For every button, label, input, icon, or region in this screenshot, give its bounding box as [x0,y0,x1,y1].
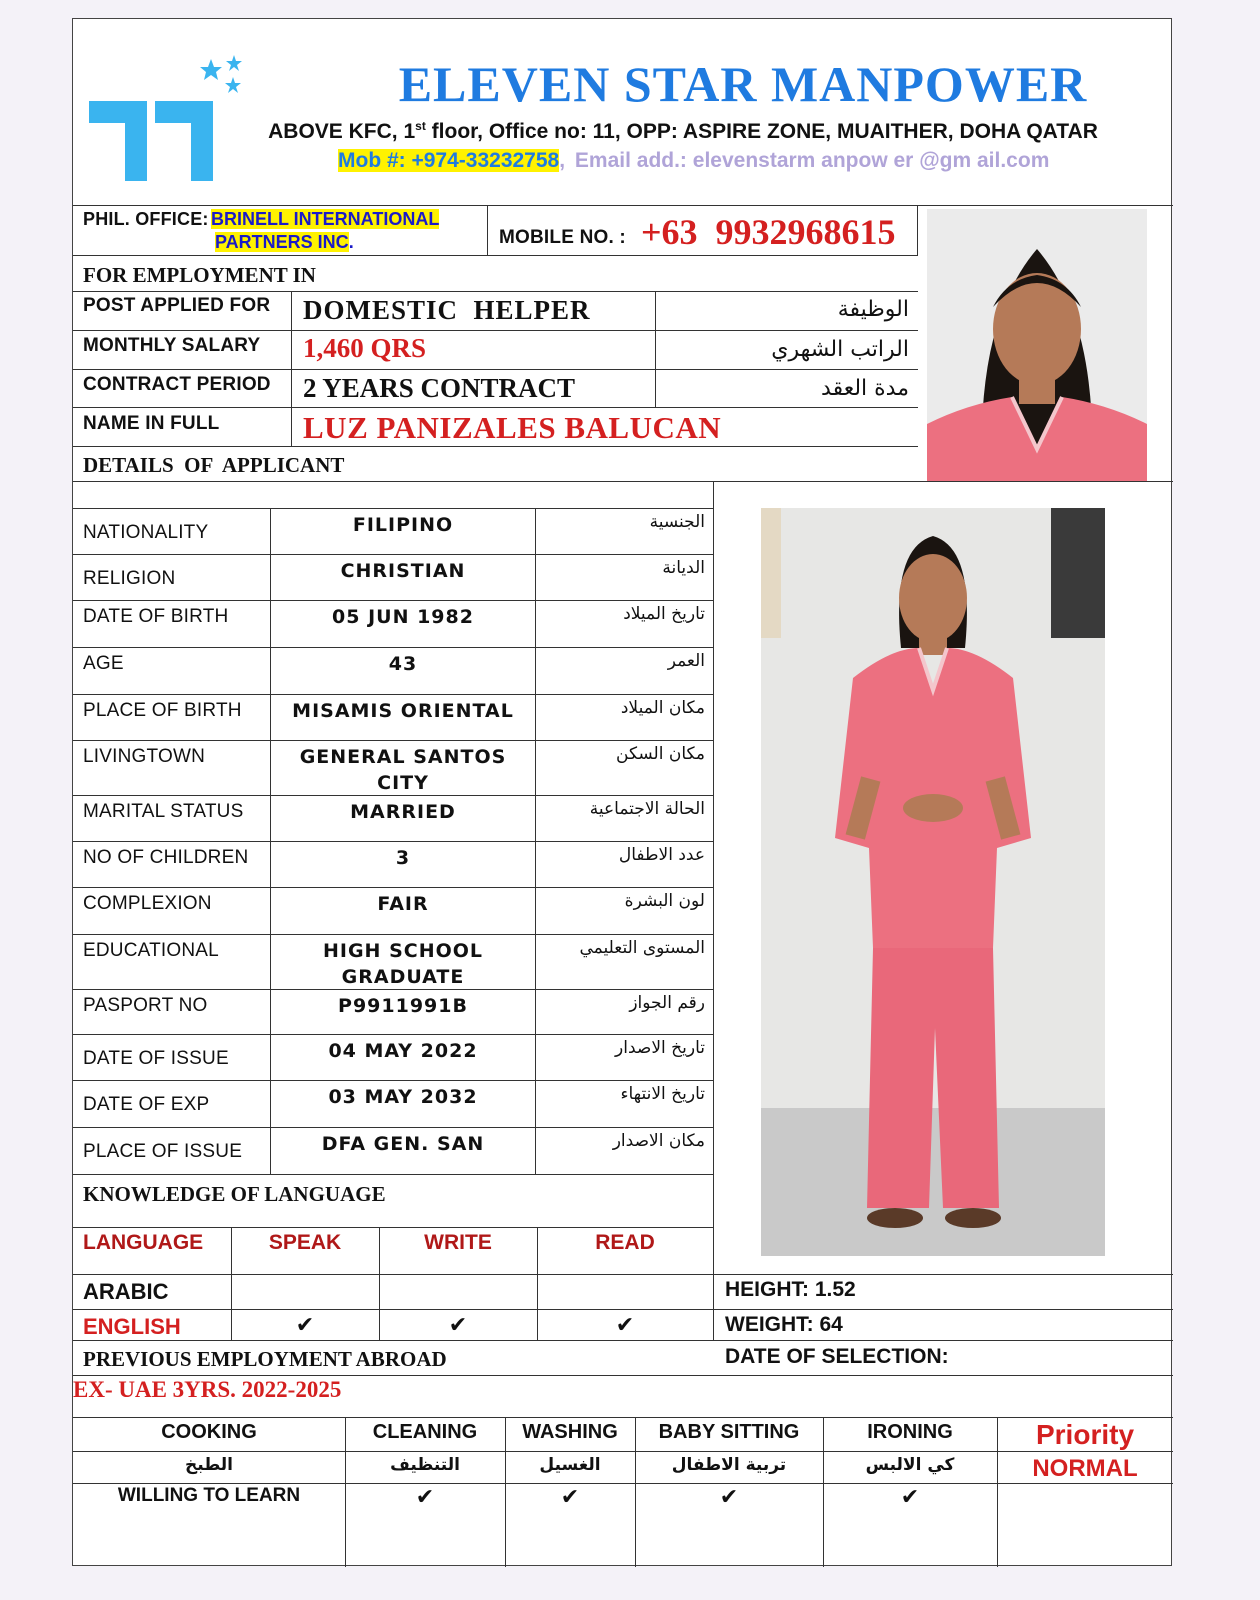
educational-label: EDUCATIONAL [83,940,219,961]
livingtown-arabic: مكان السكن [616,744,705,764]
address-sup: st [415,119,426,133]
date-of-selection-label: DATE OF SELECTION: [725,1345,949,1368]
no-of-children-value: 3 [395,847,411,869]
skill-washing-en: WASHING [522,1421,618,1443]
mobile-number: +63 9932968615 [641,212,896,252]
name-in-full-value: LUZ PANIZALES BALUCAN [303,410,722,445]
details-section-title: DETAILS OF APPLICANT [83,453,345,477]
lang-header-speak: SPEAK [268,1231,342,1254]
contract-period-value: 2 YEARS CONTRACT [303,373,576,403]
skill-ironing-ar: كي الالبس [865,1455,955,1475]
date-of-issue-label: DATE OF ISSUE [83,1048,229,1069]
phil-office-line2: PARTNERS INC [215,232,349,252]
post-applied-value: DOMESTIC HELPER [303,295,591,325]
date-of-issue-arabic: تاريخ الاصدار [615,1038,705,1058]
skill-cleaning-value: ✔ [415,1485,435,1510]
educational-arabic: المستوى التعليمي [579,938,705,958]
post-applied-arabic: الوظيفة [837,297,909,322]
livingtown-label: LIVINGTOWN [83,746,205,767]
place-of-birth-arabic: مكان الميلاد [620,698,705,718]
date-of-issue-value: 04 MAY 2022 [328,1040,478,1062]
english-read-check: ✔ [615,1313,635,1338]
passport-no-value: P9911991B [338,995,468,1017]
date-of-birth-arabic: تاريخ الميلاد [623,604,705,624]
religion-label: RELIGION [83,568,176,589]
language-section-title: KNOWLEDGE OF LANGUAGE [83,1182,386,1206]
age-label: AGE [83,653,124,674]
monthly-salary-arabic: الراتب الشهري [771,337,909,362]
nationality-value: FILIPINO [352,514,454,536]
biodata-sheet [72,18,1172,1566]
skill-babysitting-en: BABY SITTING [658,1421,800,1443]
religion-arabic: الديانة [662,558,705,578]
applicant-portrait-photo [927,209,1147,481]
skill-ironing-value: ✔ [900,1485,920,1510]
previous-employment-title: PREVIOUS EMPLOYMENT ABROAD [83,1347,447,1371]
marital-status-label: MARITAL STATUS [83,801,244,822]
company-name: ELEVEN STAR MANPOWER [398,56,1088,112]
monthly-salary-value: 1,460 QRS [303,333,427,363]
height-value: HEIGHT: 1.52 [725,1278,856,1301]
skill-babysitting-ar: تربية الاطفال [671,1455,787,1475]
no-of-children-arabic: عدد الاطفال [618,845,705,865]
mobile-highlight: Mob #: +974-33232758 [338,149,560,172]
skill-washing-ar: الغسيل [539,1455,601,1475]
contact-line [338,149,1138,173]
phil-office-period: . [348,232,354,252]
phil-office-line1: BRINELL INTERNATIONAL [211,209,440,229]
no-of-children-label: NO OF CHILDREN [83,847,249,868]
mobile-label: MOBILE NO. : [499,227,626,248]
nationality-arabic: الجنسية [649,512,705,532]
skill-cooking-en: COOKING [161,1421,257,1443]
monthly-salary-label: MONTHLY SALARY [83,335,261,356]
lang-row-arabic: ARABIC [83,1279,169,1304]
marital-status-arabic: الحالة الاجتماعية [589,799,705,819]
livingtown-value: GENERAL SANTOS CITY [299,746,507,794]
skill-cooking-value: WILLING TO LEARN [117,1485,301,1506]
marital-status-value: MARRIED [350,801,456,823]
phil-office-label: PHIL. OFFICE: [83,209,209,229]
date-of-birth-value: 05 JUN 1982 [332,606,474,628]
age-arabic: العمر [667,651,705,671]
place-of-issue-label: PLACE OF ISSUE [83,1141,243,1162]
passport-no-label: PASPORT NO [83,995,208,1016]
lang-header-write: WRITE [424,1231,492,1254]
date-of-exp-arabic: تاريخ الانتهاء [620,1084,705,1104]
english-write-check: ✔ [448,1313,468,1338]
weight-value: WEIGHT: 64 [725,1313,843,1336]
nationality-label: NATIONALITY [83,522,209,543]
english-speak-check: ✔ [295,1313,315,1338]
employment-section-title: FOR EMPLOYMENT IN [83,263,316,287]
priority-value: NORMAL [1032,1455,1138,1482]
email-text: Email add.: elevenstarm anpow er @gm ail.com [574,149,1050,172]
address-part1: ABOVE KFC, 1 [268,120,416,143]
phil-office-name [211,208,439,254]
lang-header-language: LANGUAGE [83,1231,204,1254]
date-of-exp-value: 03 MAY 2032 [328,1086,478,1108]
skill-cooking-ar: الطبخ [185,1455,233,1475]
educational-value: HIGH SCHOOL GRADUATE [322,940,484,988]
skill-washing-value: ✔ [560,1485,580,1510]
skill-ironing-en: IRONING [867,1421,953,1443]
complexion-value: FAIR [377,893,429,915]
lang-row-english: ENGLISH [83,1314,181,1339]
skill-cleaning-ar: التنظيف [390,1455,460,1475]
place-of-issue-value: DFA GEN. SAN [321,1133,485,1155]
lang-header-read: READ [595,1231,655,1254]
company-logo [87,53,247,183]
address-part2: floor, Office no: 11, OPP: ASPIRE ZONE, MUAITHER, DOHA QATAR [425,120,1098,143]
company-address [233,119,1133,144]
skill-babysitting-value: ✔ [719,1485,739,1510]
skill-cleaning-en: CLEANING [372,1421,478,1443]
date-of-exp-label: DATE OF EXP [83,1094,210,1115]
religion-value: CHRISTIAN [340,560,466,582]
contract-period-label: CONTRACT PERIOD [83,374,271,395]
place-of-birth-label: PLACE OF BIRTH [83,700,242,721]
post-applied-label: POST APPLIED FOR [83,295,271,316]
age-value: 43 [388,653,418,675]
priority-label: Priority [1035,1419,1135,1450]
name-in-full-label: NAME IN FULL [83,413,220,434]
contact-comma: , [559,149,566,172]
passport-no-arabic: رقم الجواز [629,993,705,1013]
contract-period-arabic: مدة العقد [821,376,909,401]
complexion-arabic: لون البشرة [624,891,705,911]
applicant-full-body-photo [761,508,1105,1256]
place-of-issue-arabic: مكان الاصدار [612,1131,705,1151]
complexion-label: COMPLEXION [83,893,212,914]
place-of-birth-value: MISAMIS ORIENTAL [292,700,514,722]
date-of-birth-label: DATE OF BIRTH [83,606,229,627]
previous-employment-value: EX- UAE 3YRS. 2022-2025 [73,1377,342,1402]
